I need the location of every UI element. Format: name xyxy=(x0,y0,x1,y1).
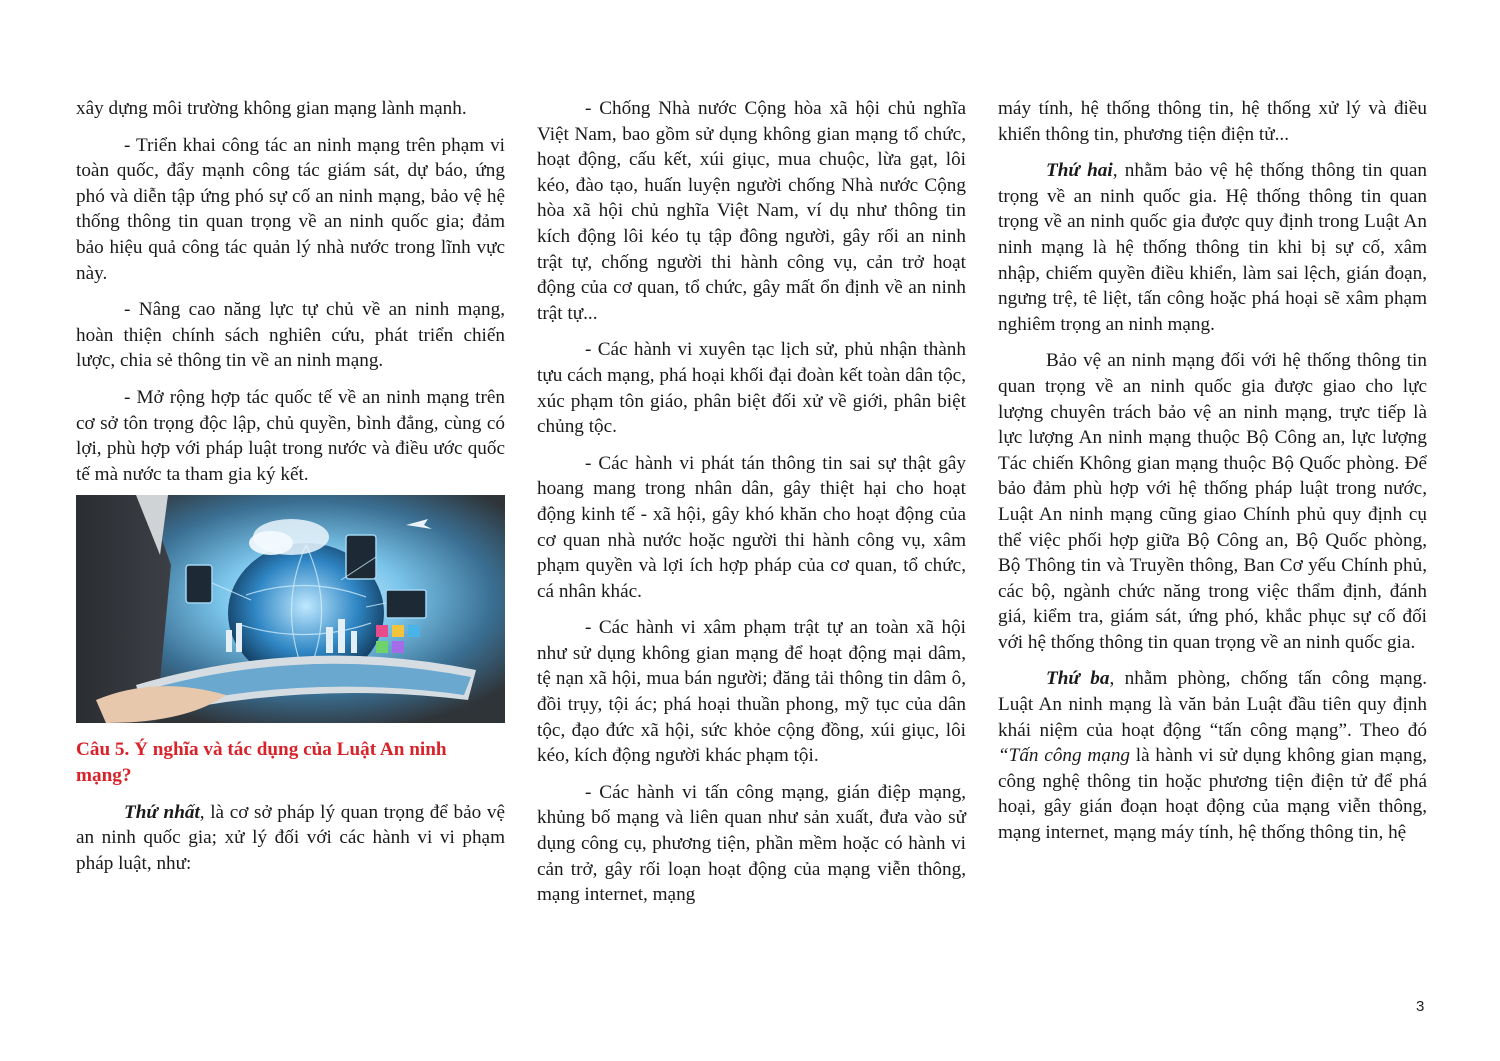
paragraph: - Chống Nhà nước Cộng hòa xã hội chủ nghĩa Việt Nam, bao gồm sử dụng không gian mạng tổ chức, hoạt động, cấu kết, xúi giục, mua chuộc, lừa gạt, lôi kéo, đào tạo, huấn luyện người chống Nhà nước Cộng hòa xã hội chủ nghĩa Việt Nam, ví dụ như thông tin kích động lôi kéo tụ tập đông người, gây rối an ninh trật tự, chống người thi hành công vụ, cản trở hoạt động của cơ quan, tổ chức, gây mất ổn định về an ninh trật tự... xyxy=(537,98,966,324)
paragraph: - Các hành vi xâm phạm trật tự an toàn xã hội như sử dụng không gian mạng để hoạt động mại dâm, tệ nạn xã hội, mua bán người; đăng tải thông tin dâm ô, đồi trụy, tội ác; phá hoại thuần phong, mỹ tục của dân tộc, đạo đức xã hội, sức khỏe cộng đồng, xúi giục, lôi kéo, kích động người khác phạm tội. xyxy=(537,617,966,767)
paragraph: - Mở rộng hợp tác quốc tế về an ninh mạng trên cơ sở tôn trọng độc lập, chủ quyền, bình đẳng, cùng có lợi, phù hợp với pháp luật trong nước và điều ước quốc tế mà nước ta tham gia ký kết. xyxy=(76,386,505,485)
paragraph-text: , nhằm phòng, chống tấn công mạng. Luật An ninh mạng là văn bản Luật đầu tiên quy định khái niệm của hoạt động “tấn công mạng”. Theo đó xyxy=(998,668,1428,741)
paragraph-text: là hành vi sử dụng không gian mạng, công nghệ thông tin hoặc phương tiện điện tử để phá hoại, gây gián đoạn hoạt động của mạng viễn thông, mạng internet, mạng máy tính, hệ thống thông tin, hệ xyxy=(998,745,1427,844)
paragraph: - Triển khai công tác an ninh mạng trên phạm vi toàn quốc, đẩy mạnh công tác giám sát, dự báo, ứng phó và diễn tập ứng phó sự cố an ninh mạng, bảo vệ hệ thống thông tin quan trọng về an ninh quốc gia; đảm bảo hiệu quả công tác quản lý nhà nước trong lĩnh vực này. xyxy=(76,134,505,284)
paragraph: - Các hành vi tấn công mạng, gián điệp mạng, khủng bố mạng và liên quan như sản xuất, đưa vào sử dụng công cụ, phương tiện, phần mềm hoặc có hành vi cản trở, gây rối loạn hoạt động của mạng viễn thông, mạng internet, mạng xyxy=(537,781,966,906)
lead-phrase: Thứ hai xyxy=(1046,160,1113,182)
cyber-network-illustration xyxy=(76,495,505,723)
column-3 xyxy=(998,96,1427,857)
illustration-image xyxy=(76,495,505,723)
page-number: 3 xyxy=(1416,998,1425,1015)
paragraph: - Nâng cao năng lực tự chủ về an ninh mạng, hoàn thiện chính sách nghiên cứu, phát triển chiến lược, chia sẻ thông tin về an ninh mạng. xyxy=(76,299,505,372)
paragraph: - Các hành vi xuyên tạc lịch sử, phủ nhận thành tựu cách mạng, phá hoại khối đại đoàn kết toàn dân tộc, xúc phạm tôn giáo, phân biệt đối xử về giới, phân biệt chủng tộc. xyxy=(537,339,966,438)
definition-term: “Tấn công mạng xyxy=(998,745,1131,767)
paragraph: - Các hành vi phát tán thông tin sai sự thật gây hoang mang trong nhân dân, gây thiệt hại cho hoạt động kinh tế - xã hội, gây khó khăn cho hoạt động của cơ quan nhà nước hoặc người thi hành công vụ, xâm phạm quyền và lợi ích hợp pháp của cơ quan, tổ chức, cá nhân khác. xyxy=(537,452,966,602)
lead-phrase: Thứ nhất xyxy=(124,801,200,823)
paragraph: máy tính, hệ thống thông tin, hệ thống xử lý và điều khiển thông tin, phương tiện điện tử... xyxy=(998,98,1427,145)
paragraph-text: , là cơ sở pháp lý quan trọng để bảo vệ an ninh quốc gia; xử lý đối với các hành vi vi phạm pháp luật, như: xyxy=(76,801,505,874)
column-1 xyxy=(76,96,505,887)
paragraph-text: , nhằm bảo vệ hệ thống thông tin quan trọng về an ninh quốc gia. Hệ thống thông tin quan trọng về an ninh quốc gia được quy định trong Luật An ninh mạng là hệ thống thông tin khi bị sự cố, xâm nhập, chiếm quyền điều khiển, làm sai lệch, gián đoạn, ngưng trệ, tê liệt, tấn công hoặc phá hoại sẽ xâm phạm nghiêm trọng an ninh mạng. xyxy=(998,160,1427,335)
paragraph xyxy=(998,666,1427,845)
paragraph xyxy=(76,800,505,877)
column-2 xyxy=(537,96,966,919)
paragraph xyxy=(998,158,1427,337)
question-heading: Câu 5. Ý nghĩa và tác dụng của Luật An ninh mạng? xyxy=(76,739,447,786)
paragraph: Bảo vệ an ninh mạng đối với hệ thống thông tin quan trọng về an ninh quốc gia được giao cho lực lượng chuyên trách bảo vệ an ninh mạng, trực tiếp là lực lượng An ninh mạng thuộc Bộ Công an, lực lượng Tác chiến Không gian mạng thuộc Bộ Quốc phòng. Để bảo đảm phù hợp với hệ thống pháp luật trong nước, Luật An ninh mạng cũng giao Chính phủ quy định cụ thể việc phối hợp giữa Bộ Công an, Bộ Quốc phòng, Bộ Thông tin và Truyền thông, Ban Cơ yếu Chính phủ, các bộ, ngành chức năng trong việc thẩm định, đánh giá, kiểm tra, giám sát, ứng phó, khắc phục sự cố đối với hệ thống thông tin quan trọng về an ninh quốc gia. xyxy=(998,350,1427,653)
lead-phrase: Thứ ba xyxy=(1046,668,1110,690)
paragraph: xây dựng môi trường không gian mạng lành mạnh. xyxy=(76,98,467,119)
